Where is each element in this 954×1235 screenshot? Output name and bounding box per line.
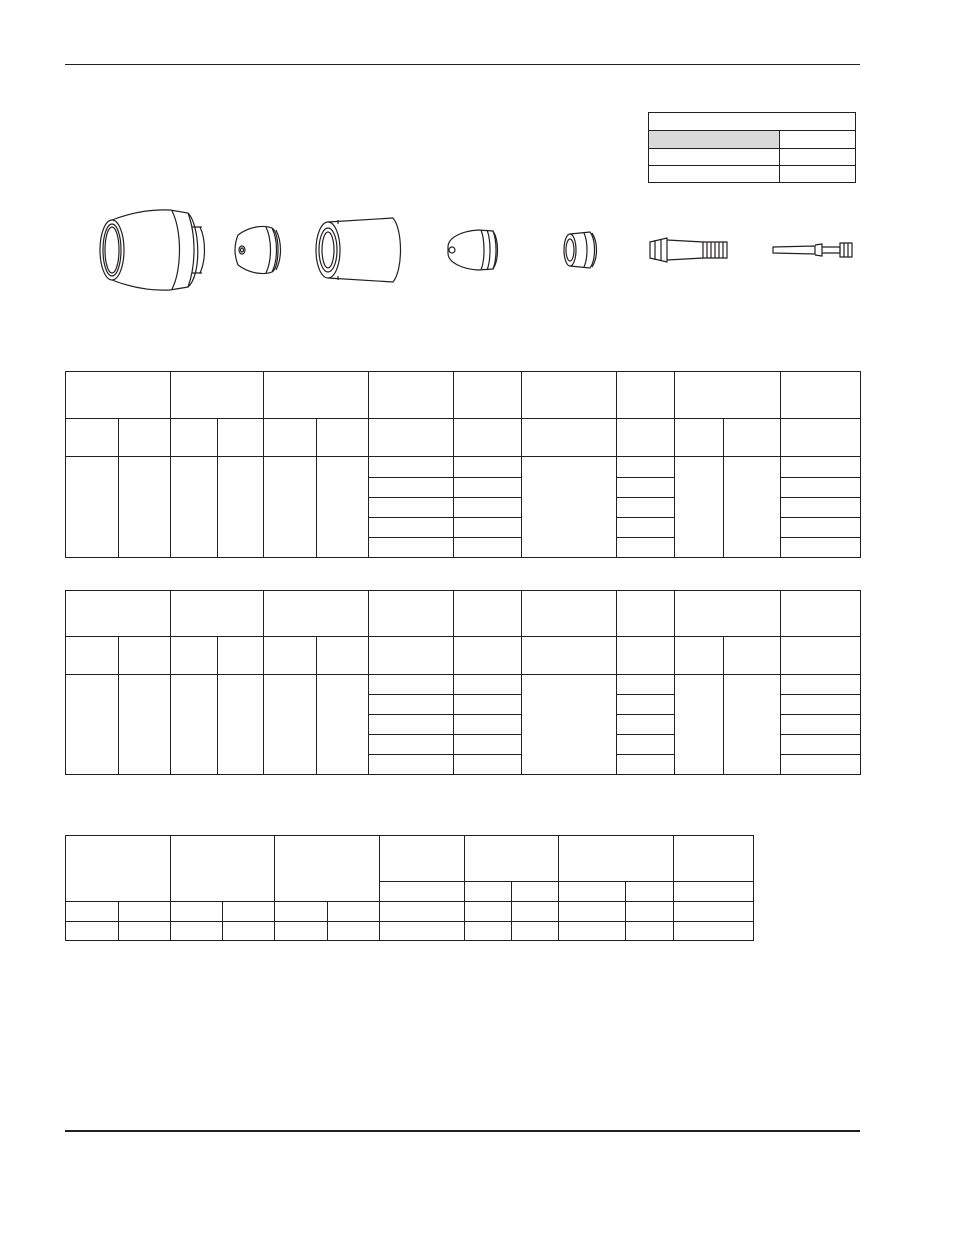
shield-cap-part-icon xyxy=(230,220,285,280)
reference-table xyxy=(648,112,856,183)
shield-part-icon xyxy=(90,205,212,295)
footer-rule xyxy=(65,1130,860,1132)
consumable-parts xyxy=(80,200,870,300)
reference-table-title xyxy=(649,113,856,131)
water-tube-part-icon xyxy=(770,238,855,262)
cut-chart-table-2 xyxy=(65,590,861,775)
header-rule xyxy=(65,64,860,65)
reference-table-header xyxy=(649,131,780,149)
lower-table xyxy=(65,835,754,941)
swirl-ring-part-icon xyxy=(560,228,605,273)
retaining-cap-part-icon xyxy=(308,210,408,290)
nozzle-part-icon xyxy=(443,225,503,275)
cut-chart-table-1 xyxy=(65,371,861,558)
electrode-part-icon xyxy=(645,230,730,270)
